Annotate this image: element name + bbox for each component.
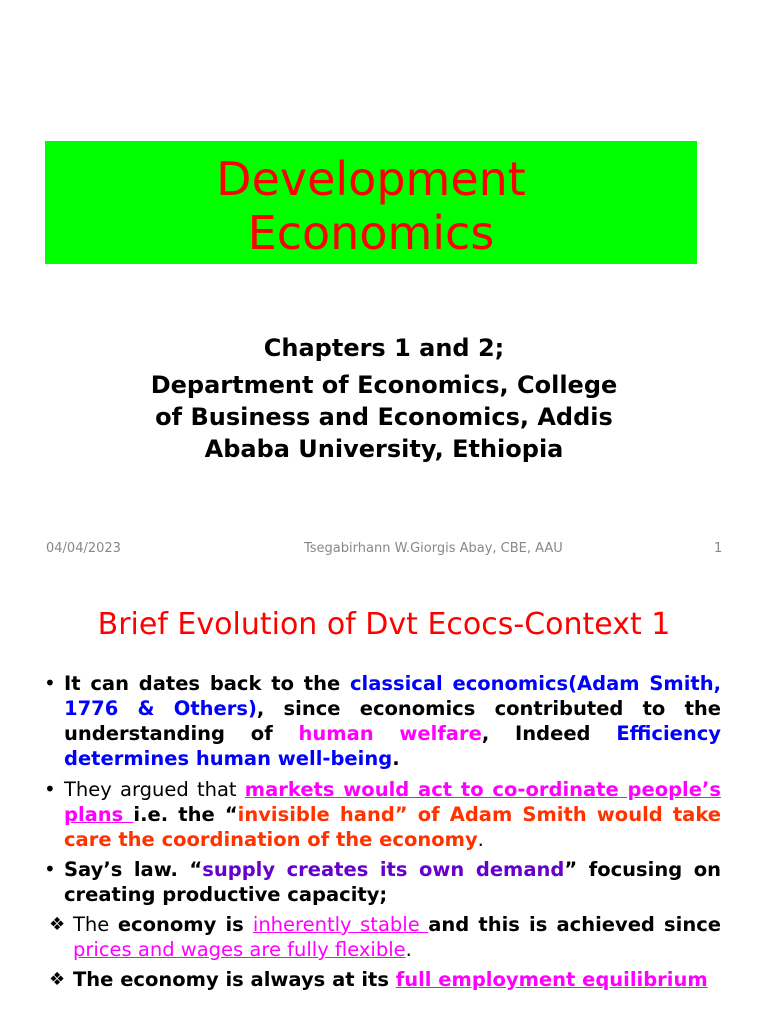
- subtitle-department-line3: Ababa University, Ethiopia: [204, 435, 564, 463]
- subtitle-chapters: Chapters 1 and 2;: [263, 334, 505, 362]
- slide-title-line1: Development: [216, 152, 526, 206]
- slide2-title: Brief Evolution of Dvt Ecocs-Context 1: [97, 607, 671, 642]
- title-banner: [45, 141, 697, 264]
- subtitle-department-line1: Department of Economics, College: [150, 371, 618, 399]
- footer-date: 04/04/2023: [46, 541, 121, 556]
- bullet-says-law: Say’s law. “supply creates its own demand” focusing on creating productive capacity;: [64, 858, 721, 906]
- footer-author: Tsegabirhann W.Giorgis Abay, CBE, AAU: [304, 541, 563, 556]
- diamond-bullet-icon: ❖: [49, 969, 66, 990]
- bullet-marker: •: [44, 777, 56, 801]
- bullet-marker: •: [44, 671, 56, 695]
- subtitle-department-line2: of Business and Economics, Addis: [155, 403, 613, 431]
- bullet-classical-economics: It can dates back to the classical economics(Adam Smith, 1776 & Others), since economics contributed to the understanding of human welfare, Indeed Efficiency determines human well-being.: [64, 672, 722, 770]
- diamond-bullet-icon: ❖: [49, 914, 66, 935]
- bullet-full-employment: The economy is always at its full employment equilibrium: [73, 968, 708, 991]
- footer-page-number: 1: [714, 541, 723, 556]
- slide-title-line2: Economics: [247, 206, 495, 260]
- bullet-inherently-stable: The economy is inherently stable and this is achieved since prices and wages are fully flexible.: [73, 913, 721, 961]
- bullet-marker: •: [44, 857, 56, 881]
- bullet-markets-coordinate: They argued that markets would act to co-ordinate people’s plans i.e. the “invisible hand” of Adam Smith would take care the coordination of the economy.: [64, 778, 721, 851]
